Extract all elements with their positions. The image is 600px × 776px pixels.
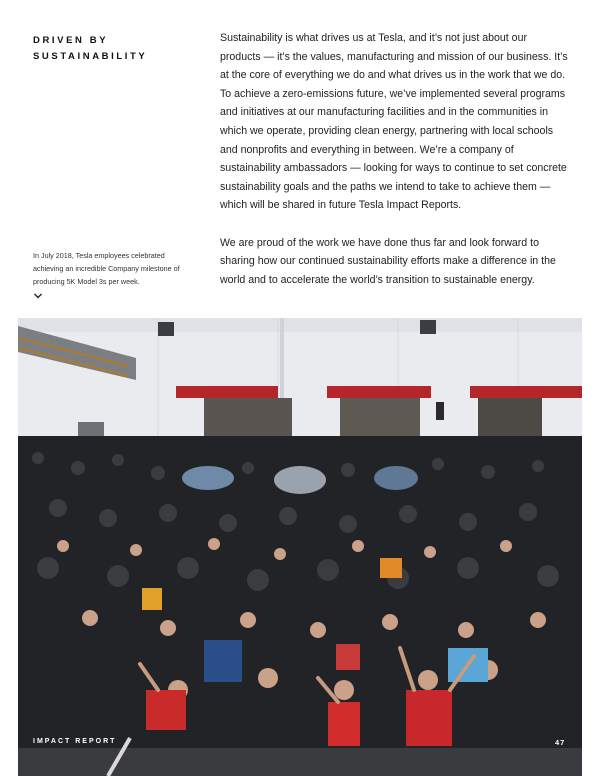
photo-caption: In July 2018, Tesla employees celebrated achieving an incredible Company milestone of producing 5K Model 3s per week. <box>33 251 180 286</box>
section-title-line-1: DRIVEN BY <box>33 35 109 46</box>
body-text <box>220 29 570 308</box>
section-title <box>33 33 183 65</box>
body-paragraph-1: Sustainability is what drives us at Tesla, and it’s not just about our products — it’s the values, manufacturing and mission of our business. It’s at the core of everything we do and what drives us in the work that we do. To achieve a zero-emissions future, we’ve implemented several programs and initiatives at our manufacturing facilities and in the communities in which we operate, providing clean energy, partnering with local schools and nonprofits and everything in between. We’re a company of sustainability ambassadors — looking for ways to continue to set concrete sustainability goals and the paths we intend to take to achieve them — which will be shared in future Tesla Impact Reports. <box>220 32 568 212</box>
employee-group-photo <box>18 318 582 776</box>
footer-report-label: IMPACT REPORT <box>33 738 117 745</box>
page-number: 47 <box>555 738 566 747</box>
body-paragraph-2: We are proud of the work we have done thus far and look forward to sharing how our continued sustainability efforts make a difference in the world and to accelerate the world’s transition to sustainable energy. <box>220 236 556 286</box>
section-title-line-2: SUSTAINABILITY <box>33 51 148 62</box>
chevron-down-icon[interactable] <box>33 292 43 300</box>
